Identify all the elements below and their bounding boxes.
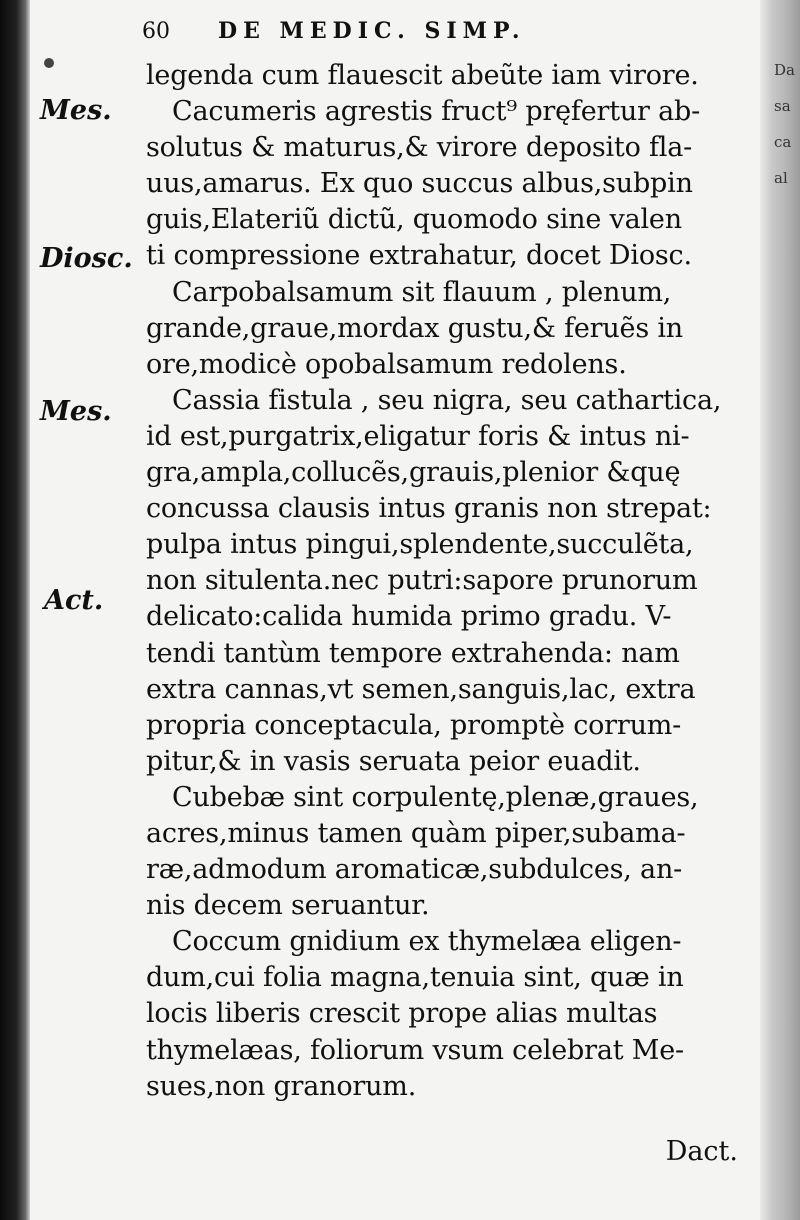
text-line: id est,purgatrix,eligatur foris & intus ni- (146, 420, 690, 452)
running-title: DE MEDIC. SIMP. (218, 18, 526, 44)
body-text (146, 58, 742, 1105)
adjacent-page-fragment: sa (774, 97, 791, 115)
text-line: dum,cui folia magna,tenuia sint, quæ in (146, 962, 684, 994)
page-number: 60 (142, 19, 170, 44)
book-binding-shadow (0, 0, 30, 1220)
text-line: extra cannas,vt semen,sanguis,lac, extra (146, 673, 696, 705)
text-line: acres,minus tamen quàm piper,subama- (146, 817, 686, 849)
adjacent-page-fragment: Da (774, 61, 795, 79)
text-line: nis decem seruantur. (146, 890, 430, 922)
text-line: Cubebæ sint corpulentę,plenæ,graues, (172, 781, 699, 813)
margin-note-diosc: Diosc. (40, 243, 133, 274)
text-line: non situlenta.nec putri:sapore prunorum (146, 565, 698, 597)
text-line: pulpa intus pingui,splendente,succulẽta, (146, 529, 694, 561)
text-line: solutus & maturus,& virore deposito fla- (146, 132, 693, 164)
margin-note-mes: Mes. (40, 95, 112, 126)
text-line: gra,ampla,collucẽs,grauis,plenior &quę (146, 457, 681, 489)
text-line: uus,amarus. Ex quo succus albus,subpin (146, 168, 693, 200)
text-line: thymelæas, foliorum vsum celebrat Me- (146, 1034, 684, 1066)
text-line: grande,graue,mordax gustu,& feruẽs in (146, 312, 683, 344)
text-line: pitur,& in vasis seruata peior euadit. (146, 745, 641, 777)
text-line: Carpobalsamum sit flauum , plenum, (172, 276, 672, 308)
adjacent-page-fragment: al (774, 169, 788, 187)
text-line: locis liberis crescit prope alias multas (146, 998, 658, 1030)
adjacent-page-edge (760, 0, 800, 1220)
text-line: ore,modicè opobalsamum redolens. (146, 348, 627, 380)
margin-note-act: Act. (44, 585, 104, 616)
margin-dot (44, 58, 54, 68)
running-head (142, 18, 642, 44)
text-line: legenda cum flauescit abeũte iam virore. (146, 60, 699, 91)
text-line: ti compressione extrahatur, docet Diosc. (146, 240, 692, 272)
adjacent-page-fragment: ca (774, 133, 792, 151)
adjacent-page-text (774, 52, 796, 196)
text-line: guis,Elateriũ dictũ, quomodo sine valen (146, 204, 682, 236)
text-line: Cassia fistula , seu nigra, seu cathartica, (172, 384, 722, 416)
text-line: Coccum gnidium ex thymelæa eligen- (172, 926, 682, 958)
text-line: delicato:calida humida primo gradu. V- (146, 601, 672, 633)
text-line: concussa clausis intus granis non strepat: (146, 493, 712, 525)
text-line: ræ,admodum aromaticæ,subdulces, an- (146, 854, 683, 886)
catchword: Dact. (665, 1136, 738, 1167)
text-line: Cacumeris agrestis fruct⁹ pręfertur ab- (172, 96, 701, 128)
text-line: propria conceptacula, promptè corrum- (146, 709, 682, 741)
text-line: sues,non granorum. (146, 1070, 417, 1102)
text-line: tendi tantùm tempore extrahenda: nam (146, 637, 680, 669)
margin-note-mes: Mes. (40, 396, 112, 427)
